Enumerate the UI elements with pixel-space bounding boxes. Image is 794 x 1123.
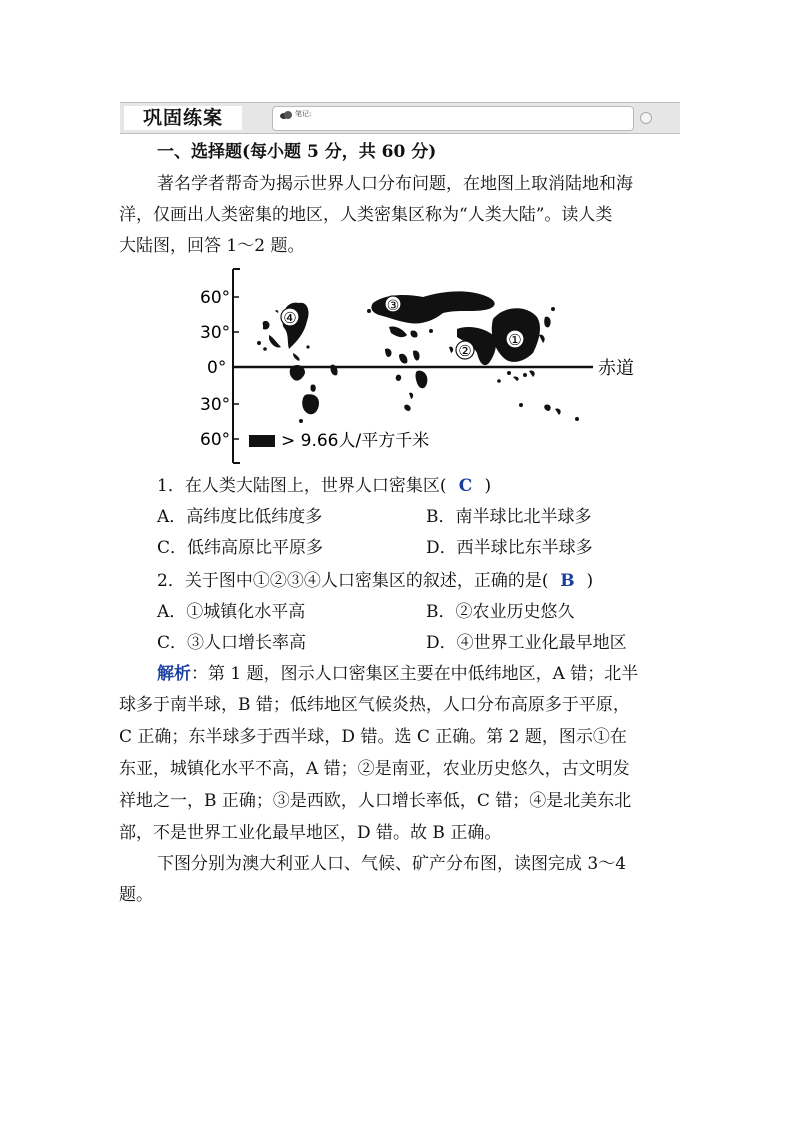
analysis-line-5: 祥地之一，B 正确；③是西欧，人口增长率低，C 错；④是北美东北 — [119, 791, 632, 811]
q2-stem-prefix: 2．关于图中①②③④人口密集区的叙述，正确的是( — [157, 571, 549, 591]
legend-swatch — [249, 435, 275, 447]
q2-stem — [157, 570, 593, 592]
legend-text: > 9.66人/平方千米 — [281, 431, 430, 451]
pin-icon[interactable] — [640, 112, 652, 124]
region-marker-2: ② — [458, 342, 472, 360]
section-heading: 一、选择题(每小题 5 分，共 60 分) — [157, 142, 437, 162]
q2-option-c: C．③人口增长率高 — [157, 633, 307, 653]
section-banner — [120, 102, 680, 134]
notes-label: 笔记: — [295, 110, 312, 118]
intro-line-1: 著名学者帮奇为揭示世界人口分布问题，在地图上取消陆地和海 — [157, 174, 633, 194]
q1-stem-prefix: 1．在人类大陆图上，世界人口密集区( — [157, 476, 447, 496]
africa-region — [385, 348, 427, 411]
q1-stem — [157, 475, 491, 497]
lat-label-60n: 60° — [200, 288, 231, 308]
q1-option-b: B．南半球比北半球多 — [426, 507, 592, 527]
region-marker-1: ① — [508, 331, 522, 349]
q1-option-d: D．西半球比东半球多 — [426, 538, 593, 558]
q2-option-b: B．②农业历史悠久 — [426, 602, 575, 622]
banner-title: 巩固练案 — [124, 106, 242, 130]
equator-label: 赤道 — [598, 358, 634, 379]
south-america-region — [290, 365, 338, 423]
notes-field[interactable] — [272, 106, 634, 131]
q1-option-a: A．高纬度比低纬度多 — [157, 507, 323, 527]
analysis-line-6: 部，不是世界工业化最早地区，D 错。故 B 正确。 — [119, 823, 502, 843]
lat-label-0: 0° — [207, 358, 227, 378]
next-intro-line-1: 下图分别为澳大利亚人口、气候、矿产分布图，读图完成 3～4 — [157, 854, 627, 874]
analysis-line-3: C 正确；东半球多于西半球，D 错。选 C 正确。第 2 题，图示①在 — [119, 727, 627, 747]
q2-option-d: D．④世界工业化最早地区 — [426, 633, 627, 653]
intro-line-2: 洋，仅画出人类密集的地区，人类密集区称为“人类大陆”。读人类 — [119, 205, 613, 225]
region-marker-4: ④ — [283, 309, 297, 327]
q1-stem-suffix: ) — [484, 476, 492, 496]
analysis-line-4: 东亚，城镇化水平不高，A 错；②是南亚，农业历史悠久，古文明发 — [119, 759, 630, 779]
analysis-label: 解析 — [157, 664, 191, 684]
lat-label-60s: 60° — [200, 430, 231, 450]
cloud-icon — [279, 110, 293, 120]
q2-stem-suffix: ) — [586, 571, 594, 591]
population-map — [193, 265, 638, 465]
q2-option-a: A．①城镇化水平高 — [157, 602, 306, 622]
oceania-region — [497, 370, 579, 421]
analysis-line-2: 球多于南半球，B 错；低纬地区气候炎热，人口分布高原多于平原， — [119, 695, 630, 715]
q2-answer: B — [560, 571, 575, 591]
analysis-line-1: 解析：第 1 题，图示人口密集区主要在中低纬地区，A 错；北半 — [157, 664, 639, 684]
q1-option-c: C．低纬高原比平原多 — [157, 538, 324, 558]
next-intro-line-2: 题。 — [119, 885, 153, 905]
q1-answer: C — [458, 476, 473, 496]
intro-line-3: 大陆图，回答 1～2 题。 — [119, 236, 305, 256]
region-marker-3: ③ — [386, 298, 400, 314]
lat-label-30n: 30° — [200, 323, 231, 343]
lat-label-30s: 30° — [200, 395, 231, 415]
